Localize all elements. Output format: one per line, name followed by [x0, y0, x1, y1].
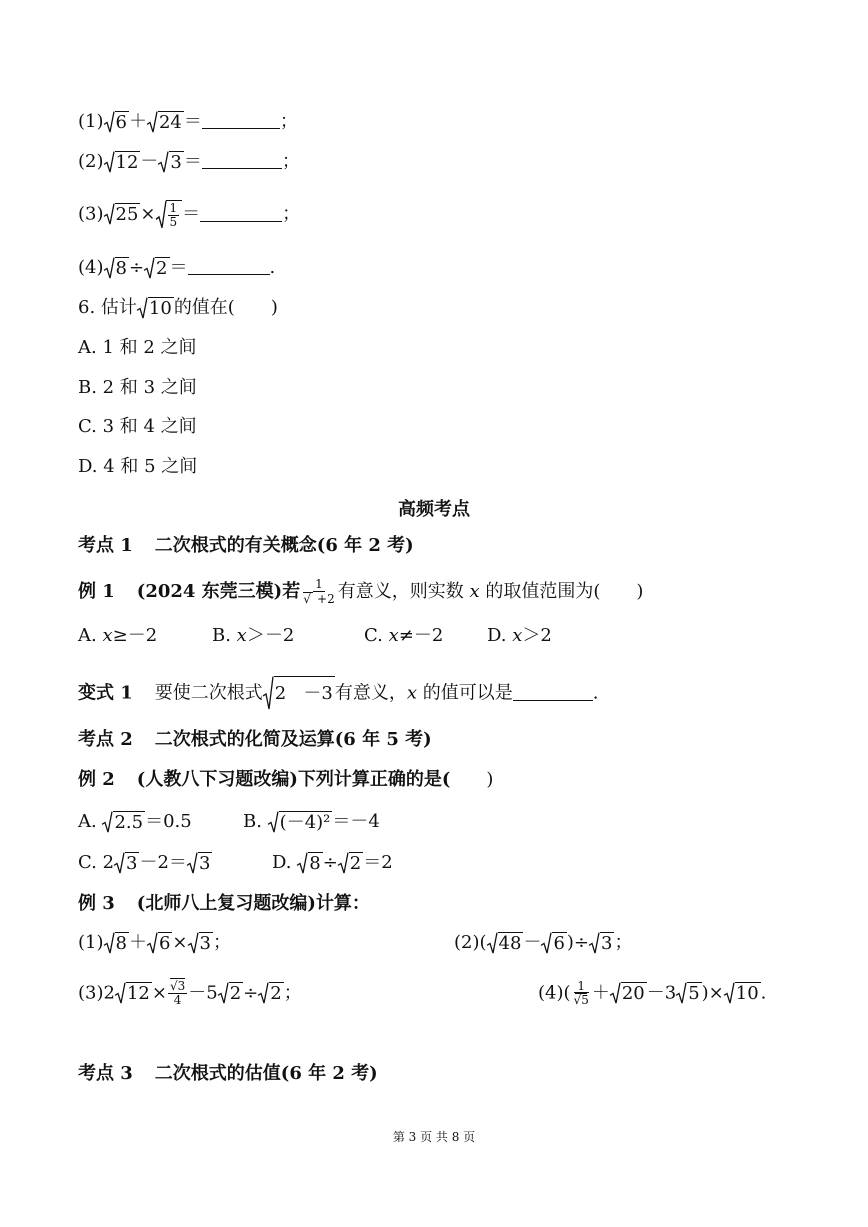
radical: 12	[115, 982, 152, 1005]
radical: 2	[144, 257, 169, 280]
example-1-option-a[interactable]: A. x≥－2	[78, 625, 158, 646]
example-2-option-a[interactable]: A. 2.5 ＝0.5	[78, 811, 192, 833]
radical: 2 －3	[263, 676, 335, 711]
radical: 8	[104, 932, 129, 955]
radical: 24	[147, 111, 184, 134]
example-1-option-d[interactable]: D. x＞2	[487, 625, 552, 646]
section-title: 高频考点	[398, 499, 470, 520]
radical: 48	[487, 932, 524, 955]
radical: 2	[218, 982, 243, 1005]
radical: 2	[338, 852, 363, 875]
example-2-stem: 例 2 (人教八下习题改编)下列计算正确的是( )	[78, 769, 494, 790]
fraction: $\frac{√3}{4}$	[169, 979, 186, 1007]
q6-option-d[interactable]: D. 4 和 5 之间	[78, 456, 198, 477]
radical: 3	[158, 151, 183, 174]
kaodian-2-heading: 考点 2 二次根式的化简及运算(6 年 5 考)	[78, 729, 432, 750]
radical: 5	[676, 982, 701, 1005]
fraction: $\frac{1}{√ +2}$	[303, 577, 335, 606]
radical: 6	[147, 932, 172, 955]
example-1-stem: 例 1 (2024 东莞三模)若 $\frac{1}{√ +2}$ 有意义，则实数 x 的取值范围为( )	[78, 577, 644, 606]
example-1-option-b[interactable]: B. x＞－2	[212, 625, 295, 646]
fraction: $\frac{1}{5}$	[169, 201, 178, 229]
q5-part-1: (1) 6 ＋ 24 ＝ ；	[78, 111, 298, 133]
answer-blank[interactable]	[188, 256, 270, 275]
answer-blank[interactable]	[200, 203, 282, 222]
radical: 6	[541, 932, 566, 955]
radical	[156, 200, 183, 229]
q5-part-3: (3) 25 × $\frac{1}{5}$ ＝ ；	[78, 201, 301, 229]
radical: (－4)²	[268, 811, 333, 834]
fraction: $\frac{1}{√5}$	[573, 979, 589, 1007]
example-3-stem: 例 3 (北师八上复习题改编)计算：	[78, 893, 370, 914]
example-2-option-c[interactable]: C. 2 3 －2＝ 3	[78, 852, 211, 874]
example-2-option-b[interactable]: B. (－4)² ＝－4	[243, 811, 380, 833]
q6-stem: 6. 估计 10 的值在( )	[78, 297, 278, 319]
answer-blank[interactable]	[202, 110, 280, 129]
radical: 25	[104, 203, 141, 226]
example-3-part-2: (2)( 48 － 6 )÷ 3 ；	[454, 932, 633, 954]
example-3-part-1: (1) 8 ＋ 6 × 3 ；	[78, 932, 231, 954]
radical: 3	[188, 932, 213, 955]
radical: 20	[610, 982, 647, 1005]
answer-blank[interactable]	[202, 150, 282, 169]
radical: 3	[187, 852, 212, 875]
q5-part-2: (2) 12 － 3 ＝ ；	[78, 151, 300, 173]
answer-blank[interactable]	[513, 682, 593, 701]
radical: 2.5	[102, 811, 145, 834]
radical: 2	[258, 982, 283, 1005]
example-1-option-c[interactable]: C. x≠－2	[364, 625, 444, 646]
example-2-option-d[interactable]: D. 8 ÷ 2 ＝2	[272, 852, 393, 874]
kaodian-3-heading: 考点 3 二次根式的估值(6 年 2 考)	[78, 1063, 378, 1084]
radical: 3	[114, 852, 139, 875]
page-footer: 第 3 页 共 8 页	[392, 1130, 476, 1144]
q6-option-a[interactable]: A. 1 和 2 之间	[78, 337, 197, 358]
radical: 3	[589, 932, 614, 955]
variant-1: 变式 1 要使二次根式 2 －3 有意义，x 的值可以是 .	[78, 676, 599, 711]
q5-part-4: (4) 8 ÷ 2 ＝ .	[78, 257, 276, 279]
radical: 10	[137, 297, 174, 320]
radical: 12	[104, 151, 141, 174]
kaodian-1-heading: 考点 1 二次根式的有关概念(6 年 2 考)	[78, 535, 414, 556]
q6-option-c[interactable]: C. 3 和 4 之间	[78, 416, 197, 437]
radical: 6	[104, 111, 129, 134]
example-3-part-3: (3)2 12 × $\frac{√3}{4}$ －5 2 ÷ 2 ；	[78, 979, 302, 1007]
radical: 8	[297, 852, 322, 875]
radical: 8	[104, 257, 129, 280]
radical: 10	[724, 982, 761, 1005]
q6-option-b[interactable]: B. 2 和 3 之间	[78, 377, 197, 398]
example-3-part-4: (4)( $\frac{1}{√5}$ ＋ 20 －3 5 )× 10 .	[538, 979, 767, 1007]
